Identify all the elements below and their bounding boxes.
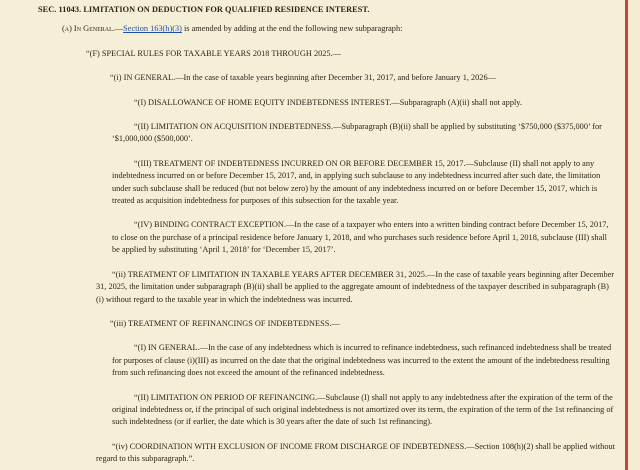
clause-iii-heading: “(iii) TREATMENT OF REFINANCINGS OF INDEBTEDNESS.—: [110, 318, 340, 328]
clause-i-paragraph: “(i) IN GENERAL.—In the case of taxable years beginning after December 31, 2017, and before January 1, 2026—: [110, 73, 496, 83]
section-heading: SEC. 11043. LIMITATION ON DEDUCTION FOR QUALIFIED RESIDENCE INTEREST.: [38, 5, 370, 14]
intro-dash: .—: [112, 24, 124, 34]
clause-ii-paragraph: “(ii) TREATMENT OF LIMITATION IN TAXABLE YEARS AFTER DECEMBER 31, 2025.—In the case of taxable years beginning after December 31, 2025, the limitation under subparagraph (B)(ii) shall be applied to the aggregate amount of indebtedness of the taxpayer described in subparagraph (B)(i) without regard to the taxable year in which the indebtedness was incurred.: [96, 269, 615, 304]
intro-paragraph: [38, 23, 615, 35]
clause-iii-subclause-II-paragraph: “(II) LIMITATION ON PERIOD OF REFINANCING.—Subclause (I) shall not apply to any indebtedness after the expiration of the term of the original indebtedness or, if the principal of such original indebtedness is not amortized over its term, the expiration of the term of the 1st refinancing of such indebtedness (or if earlier, the date which is 30 years after the date of such 1st refinancing).: [112, 392, 614, 427]
subclause-III-paragraph: “(III) TREATMENT OF INDEBTEDNESS INCURRED ON OR BEFORE DECEMBER 15, 2017.—Subclause (II) shall not apply to any indebtedness incurred on or before December 15, 2017, and, in applying such subclause to any indebtedness incurred after such date, the limitation under such subclause shall be reduced (but not below zero) by the amount of any indebtedness incurred on or before December 15, 2017, which is treated as acquisition indebtedness for purposes of this subsection for the taxable year.: [112, 158, 601, 206]
intro-label: (a) In General: [62, 24, 113, 34]
section-163-link[interactable]: Section 163(h)(3): [123, 24, 182, 34]
subclause-I-paragraph: “(I) DISALLOWANCE OF HOME EQUITY INDEBTEDNESS INTEREST.—Subparagraph (A)(ii) shall not apply.: [134, 97, 522, 107]
intro-rest: is amended by adding at the end the following new subparagraph:: [181, 24, 403, 34]
subclause-IV-paragraph: “(IV) BINDING CONTRACT EXCEPTION.—In the case of a taxpayer who enters into a written binding contract before December 15, 2017, to close on the purchase of a principal residence before January 1, 2018, and who purchases such residence before April 1, 2018, subclause (III) shall be applied by substituting ‘April 1, 2018’ for ‘December 15, 2017’.: [112, 220, 609, 255]
clause-iv-paragraph: “(iv) COORDINATION WITH EXCLUSION OF INCOME FROM DISCHARGE OF INDEBTEDNESS.—Section 108(h)(2) shall be applied without regard to this subparagraph.”.: [96, 441, 615, 464]
clause-iii-subclause-I-paragraph: “(I) IN GENERAL.—In the case of any indebtedness which is incurred to refinance indebtedness, such refinanced indebtedness shall be treated for purposes of clause (i)(III) as incurred on the date that the original indebtedness was incurred to the extent the amount of the indebtedness resulting from such refinancing does not exceed the amount of the refinanced indebtedness.: [112, 343, 612, 378]
subparagraph-f-heading: “(F) SPECIAL RULES FOR TAXABLE YEARS 2018 THROUGH 2025.—: [86, 48, 341, 58]
subclause-II-paragraph: “(II) LIMITATION ON ACQUISITION INDEBTEDNESS.—Subparagraph (B)(ii) shall be applied by substituting ‘$750,000 ($375,000’ for ‘$1,000,000 ($500,000’.: [112, 122, 602, 144]
